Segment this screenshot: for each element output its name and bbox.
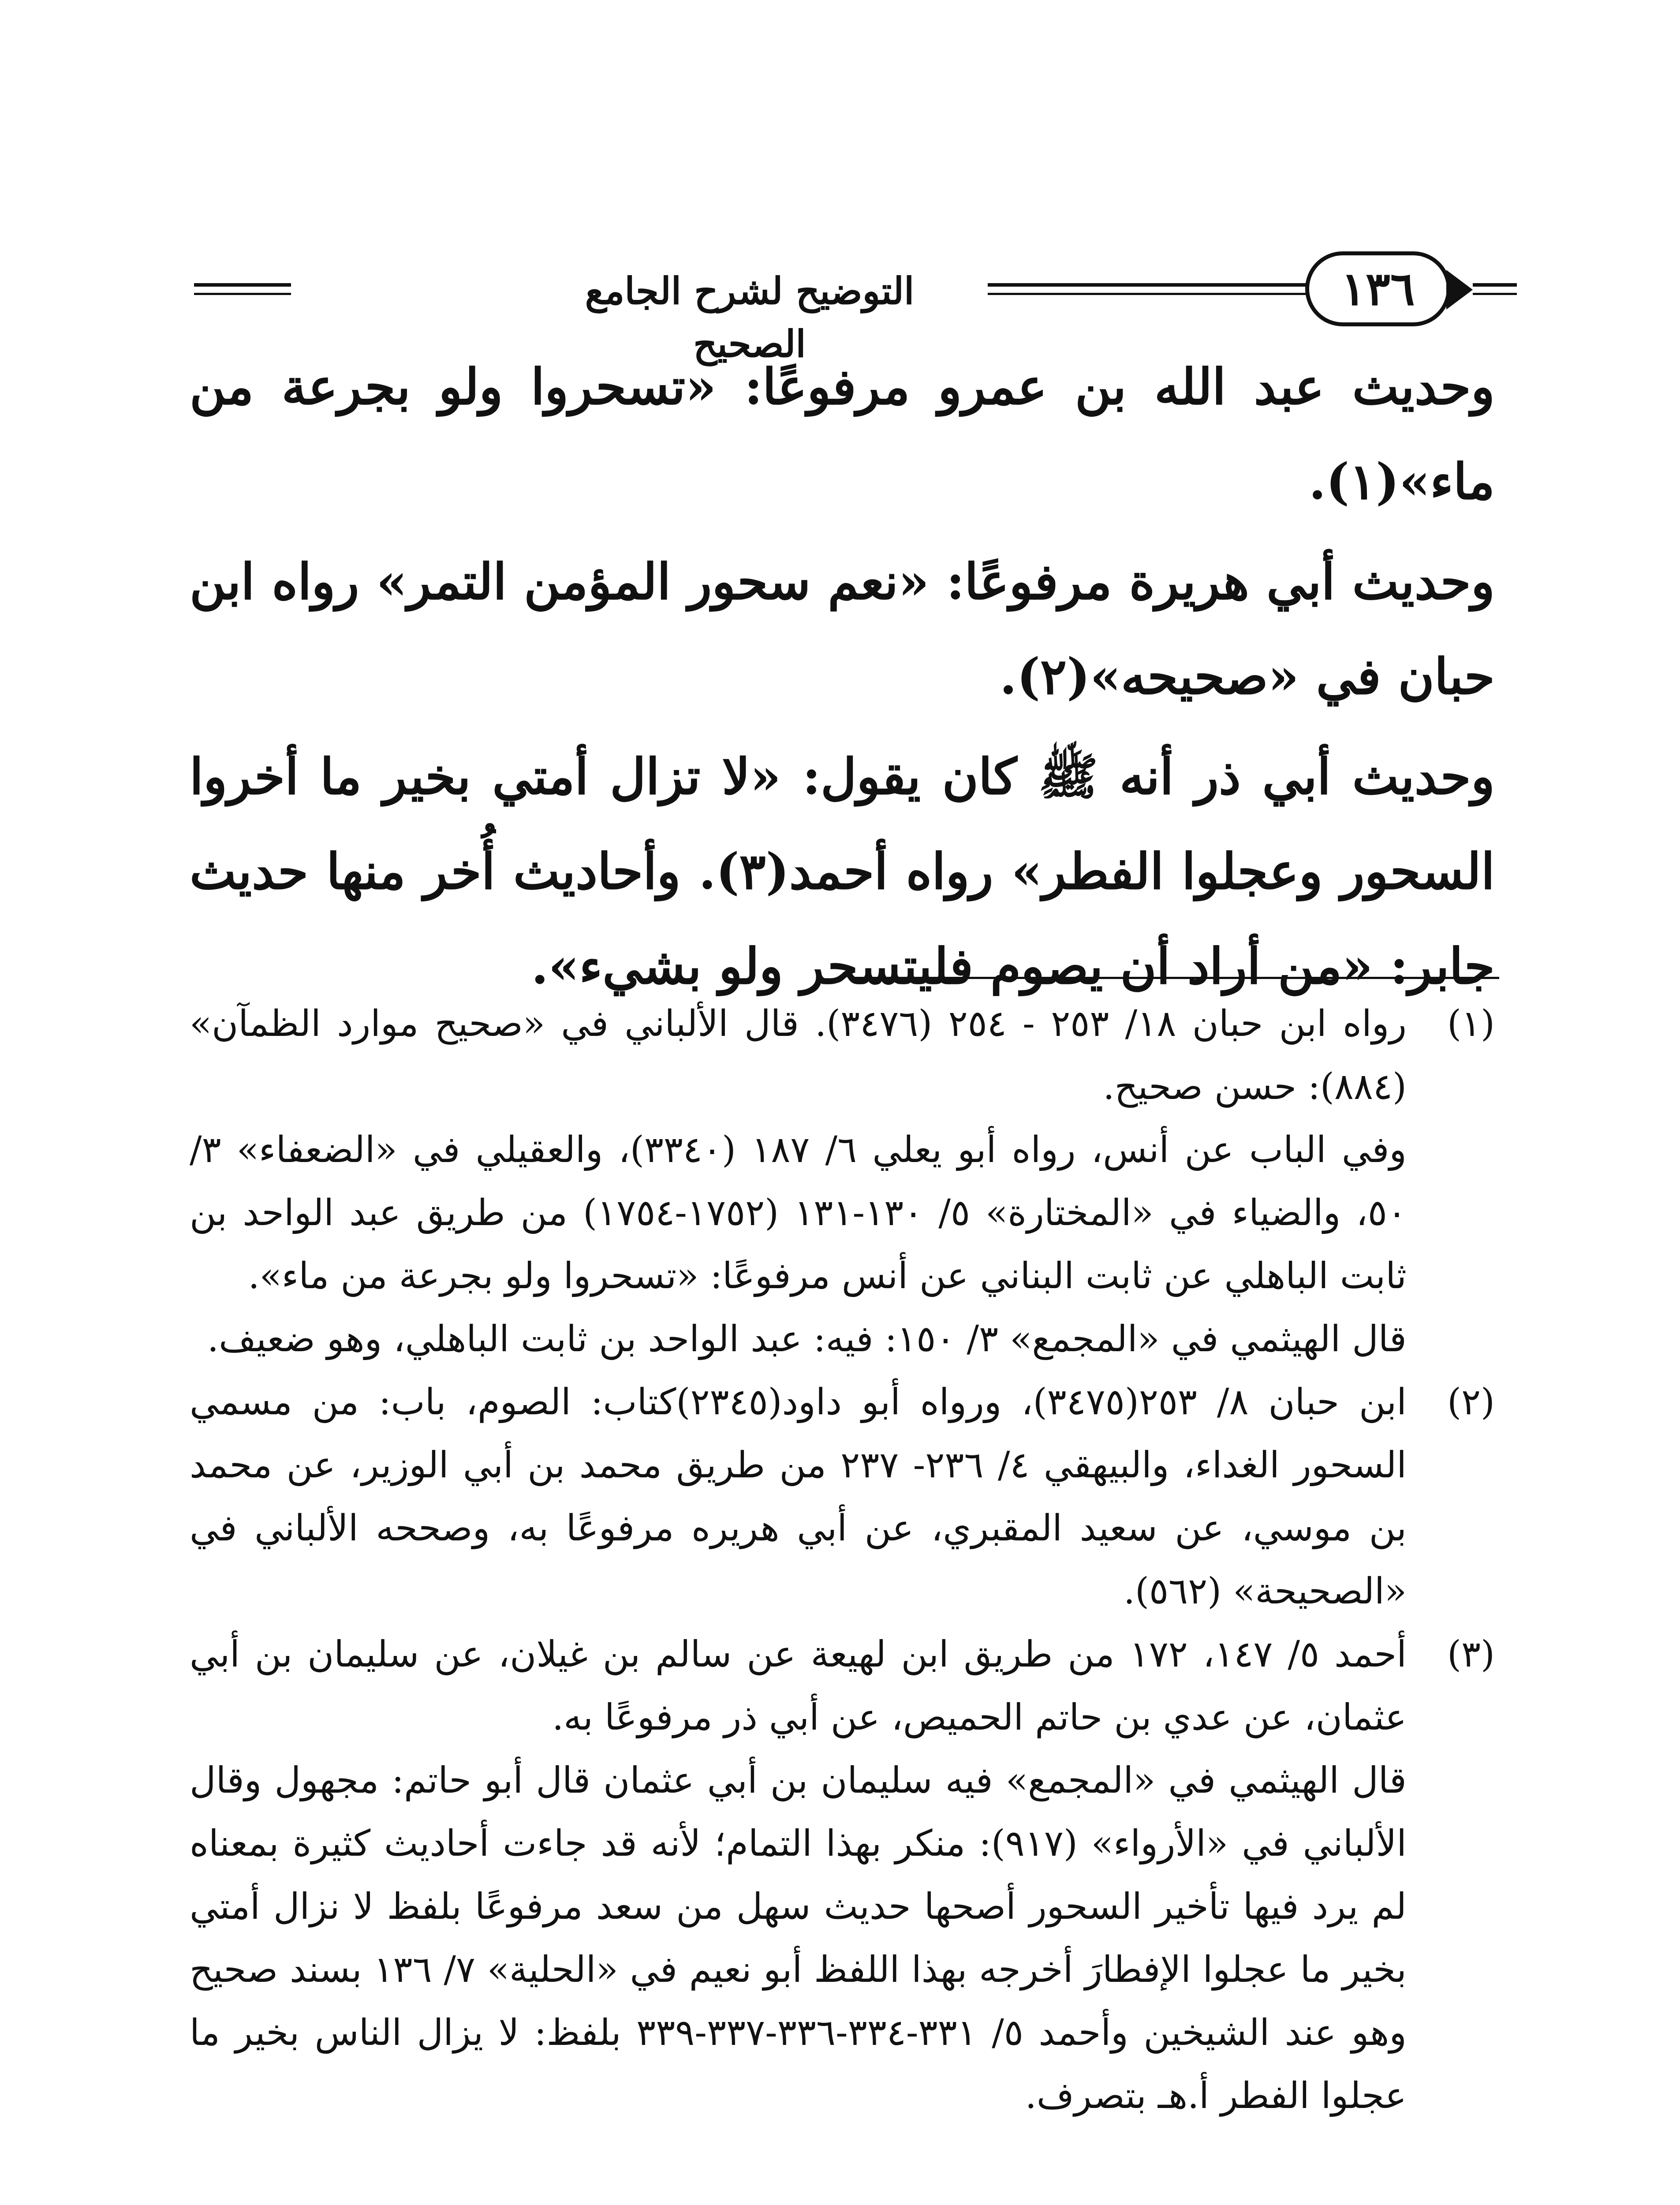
header-rule-right bbox=[1473, 283, 1517, 287]
footnote-separator bbox=[851, 977, 1499, 979]
footnote bbox=[190, 1623, 1495, 2127]
main-paragraph: وحديث أبي هريرة مرفوعًا: «نعم سحور المؤمن التمر» رواه ابن حبان في «صحيحه»(٢). bbox=[190, 553, 1495, 706]
footnote-paragraph: أحمد ٥/ ١٤٧، ١٧٢ من طريق ابن لهيعة عن سالم بن غيلان، عن سليمان بن أبي عثمان، عن عدي بن حاتم الحميص، عن أبي ذر مرفوعًا به. bbox=[190, 1633, 1407, 1738]
footnote-paragraph: قال الهيثمي في «المجمع» فيه سليمان بن أبي عثمان قال أبو حاتم: مجهول وقال الألباني في «الأرواء» (٩١٧): منكر بهذا التمام؛ لأنه قد جاءت أحاديث كثيرة بمعناه لم يرد فيها تأخير السحور أصحها حديث سهل من سعد مرفوعًا بلفظ لا نزال أمتي بخير ما عجلوا الإفطارَ أخرجه بهذا اللفظ أبو نعيم في «الحلية» ٧/ ١٣٦ بسند صحيح وهو عند الشيخين وأحمد ٥/ ٣٣١-٣٣٤-٣٣٦-٣٣٧-٣٣٩ بلفظ: لا يزال الناس بخير ما عجلوا الفطر أ.هـ بتصرف. bbox=[190, 1760, 1407, 2117]
header-rule-right-thin bbox=[1473, 293, 1517, 295]
header-rule-left bbox=[194, 283, 291, 287]
running-title: التوضيح لشرح الجامع الصحيح bbox=[534, 265, 966, 318]
main-paragraph: وحديث أبي ذر أنه ﷺ كان يقول: «لا تزال أمتي بخير ما أخروا السحور وعجلوا الفطر» رواه أحمد(٣). وأحاديث أُخر منها حديث جابر: «من أراد أن يصوم فليتسحر ولو بشيء». bbox=[190, 748, 1495, 995]
main-text bbox=[190, 340, 1495, 1014]
page-number-ornament bbox=[1446, 270, 1473, 310]
footnote-number: (٢) bbox=[1447, 1381, 1495, 1423]
footnote bbox=[190, 992, 1495, 1371]
page-header bbox=[194, 247, 1517, 366]
footnote-paragraph: ابن حبان ٨/ ٢٥٣(٣٤٧٥)، ورواه أبو داود(٢٣٤٥)كتاب: الصوم، باب: من مسمي السحور الغداء، والبيهقي ٤/ ٢٣٦- ٢٣٧ من طريق محمد بن أبي الوزير، عن محمد بن موسي، عن سعيد المقبري، عن أبي هريره مرفوعًا به، وصححه الألباني في «الصحيحة» (٥٦٢). bbox=[190, 1381, 1407, 1612]
footnote bbox=[190, 1371, 1495, 1623]
header-rule-left-thin bbox=[194, 293, 291, 295]
header-rule-middle bbox=[988, 283, 1310, 287]
footnote-number: (١) bbox=[1447, 1003, 1495, 1045]
page-number: ١٣٦ bbox=[1305, 251, 1451, 326]
footnote-number: (٣) bbox=[1447, 1633, 1495, 1675]
header-rule-middle-thin bbox=[988, 293, 1310, 295]
footnote-paragraph: وفي الباب عن أنس، رواه أبو يعلي ٦/ ١٨٧ (٣٣٤٠)، والعقيلي في «الضعفاء» ٣/ ٥٠، والضياء في «المختارة» ٥/ ١٣٠-١٣١ (١٧٥٢-١٧٥٤) من طريق عبد الواحد بن ثابت الباهلي عن ثابت البناني عن أنس مرفوعًا: «تسحروا ولو بجرعة من ماء». bbox=[190, 1129, 1407, 1297]
footnote-paragraph: قال الهيثمي في «المجمع» ٣/ ١٥٠: فيه: عبد الواحد بن ثابت الباهلي، وهو ضعيف. bbox=[207, 1318, 1407, 1360]
footnote-paragraph: رواه ابن حبان ١٨/ ٢٥٣ - ٢٥٤ (٣٤٧٦). قال الألباني في «صحيح موارد الظمآن» (٨٨٤): حسن صحيح. bbox=[190, 1003, 1407, 1108]
footnotes bbox=[190, 992, 1495, 2127]
main-paragraph: وحديث عبد الله بن عمرو مرفوعًا: «تسحروا ولو بجرعة من ماء»(١). bbox=[190, 358, 1495, 511]
